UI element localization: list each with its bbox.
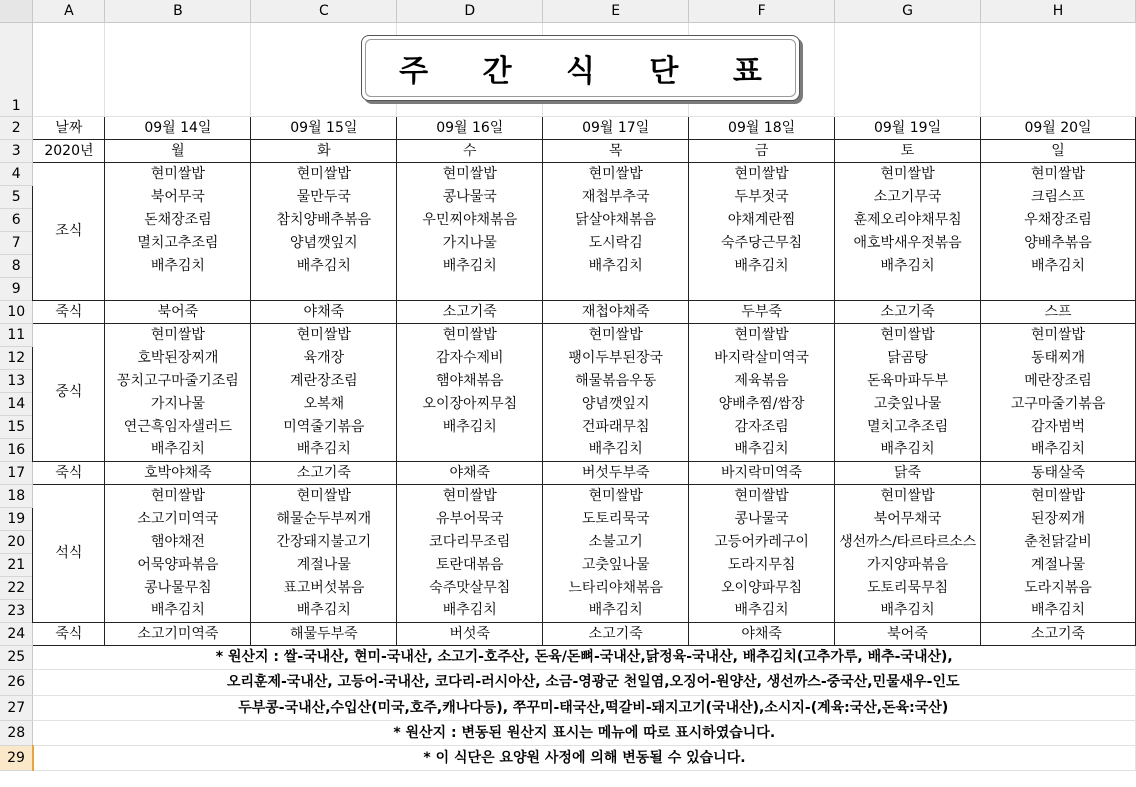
cell-d13[interactable]: 햄야채볶음	[397, 369, 543, 392]
cell-d15[interactable]: 배추김치	[397, 415, 543, 438]
cell-g4[interactable]: 현미쌀밥	[835, 162, 981, 185]
cell-e24[interactable]: 소고기죽	[543, 622, 689, 645]
cell-d14[interactable]: 오이장아찌무침	[397, 392, 543, 415]
cell-h4[interactable]: 현미쌀밥	[981, 162, 1136, 185]
row-header-11[interactable]: 11	[0, 323, 33, 346]
cell-c13[interactable]: 계란장조림	[251, 369, 397, 392]
cell-g11[interactable]: 현미쌀밥	[835, 323, 981, 346]
cell-e22[interactable]: 느타리야채볶음	[543, 576, 689, 599]
cell-d2[interactable]: 09월 16일	[397, 116, 543, 139]
title-box	[361, 35, 800, 101]
cell-h9[interactable]	[981, 277, 1136, 300]
cell-g9[interactable]	[835, 277, 981, 300]
note-25[interactable]: * 원산지 : 쌀-국내산, 현미-국내산, 소고기-호주산, 돈육/돈뼈-국내산,닭정육-국내산, 배추김치(고추가루, 배추-국내산),	[33, 645, 1136, 669]
cell-g23[interactable]: 배추김치	[835, 599, 981, 622]
cell-b6[interactable]: 돈채장조림	[105, 208, 251, 231]
cell-c22[interactable]: 표고버섯볶음	[251, 576, 397, 599]
cell-d16[interactable]	[397, 438, 543, 461]
cell-a11[interactable]: 중식	[33, 323, 105, 461]
cell-a3[interactable]: 2020년	[33, 139, 105, 162]
cell-g21[interactable]: 가지양파볶음	[835, 553, 981, 576]
cell-c9[interactable]	[251, 277, 397, 300]
cell-d4[interactable]: 현미쌀밥	[397, 162, 543, 185]
cell-d22[interactable]: 숙주맛살무침	[397, 576, 543, 599]
cell-f24[interactable]: 야채죽	[689, 622, 835, 645]
cell-h6[interactable]: 우채장조림	[981, 208, 1136, 231]
cell-h3[interactable]: 일	[981, 139, 1136, 162]
cell-d20[interactable]: 코다리무조림	[397, 530, 543, 553]
cell-b19[interactable]: 소고기미역국	[105, 507, 251, 530]
cell-f13[interactable]: 제육볶음	[689, 369, 835, 392]
cell-g18[interactable]: 현미쌀밥	[835, 484, 981, 507]
row-header-27[interactable]: 27	[0, 695, 33, 720]
cell-d23[interactable]: 배추김치	[397, 599, 543, 622]
cell-f4[interactable]: 현미쌀밥	[689, 162, 835, 185]
cell-b17[interactable]: 호박야채죽	[105, 461, 251, 484]
cell-b3[interactable]: 월	[105, 139, 251, 162]
cell-d8[interactable]: 배추김치	[397, 254, 543, 277]
row-header-26[interactable]: 26	[0, 669, 33, 695]
cell-g7[interactable]: 애호박새우젓볶음	[835, 231, 981, 254]
cell-h13[interactable]: 메란장조림	[981, 369, 1136, 392]
cell-e8[interactable]: 배추김치	[543, 254, 689, 277]
cell-b11[interactable]: 현미쌀밥	[105, 323, 251, 346]
cell-f14[interactable]: 양배추찜/쌈장	[689, 392, 835, 415]
cell-c4[interactable]: 현미쌀밥	[251, 162, 397, 185]
cell-d10[interactable]: 소고기죽	[397, 300, 543, 323]
row-header-21[interactable]: 21	[0, 553, 33, 576]
cell-h11[interactable]: 현미쌀밥	[981, 323, 1136, 346]
cell-e18[interactable]: 현미쌀밥	[543, 484, 689, 507]
cell-c15[interactable]: 미역줄기볶음	[251, 415, 397, 438]
note-27[interactable]: 두부콩-국내산,수입산(미국,호주,캐나다등), 쭈꾸미-태국산,떡갈비-돼지고기(국내산),소시지-(계육:국산,돈육:국산)	[33, 695, 1136, 720]
cell-a1[interactable]	[33, 22, 105, 116]
row-header-25[interactable]: 25	[0, 645, 33, 669]
cell-h12[interactable]: 동태찌개	[981, 346, 1136, 369]
cell-e16[interactable]: 배추김치	[543, 438, 689, 461]
row-header-4[interactable]: 4	[0, 162, 33, 185]
cell-d18[interactable]: 현미쌀밥	[397, 484, 543, 507]
cell-e19[interactable]: 도토리묵국	[543, 507, 689, 530]
cell-g17[interactable]: 닭죽	[835, 461, 981, 484]
row-header-20[interactable]: 20	[0, 530, 33, 553]
cell-c11[interactable]: 현미쌀밥	[251, 323, 397, 346]
cell-f22[interactable]: 오이양파무침	[689, 576, 835, 599]
cell-h18[interactable]: 현미쌀밥	[981, 484, 1136, 507]
cell-c6[interactable]: 참치양배추볶음	[251, 208, 397, 231]
row-header-9[interactable]: 9	[0, 277, 33, 300]
cell-c7[interactable]: 양념깻잎지	[251, 231, 397, 254]
row-header-7[interactable]: 7	[0, 231, 33, 254]
cell-c5[interactable]: 물만두국	[251, 185, 397, 208]
cell-h24[interactable]: 소고기죽	[981, 622, 1136, 645]
cell-g13[interactable]: 돈육마파두부	[835, 369, 981, 392]
column-header-h[interactable]: H	[981, 0, 1136, 22]
row-header-5[interactable]: 5	[0, 185, 33, 208]
cell-f15[interactable]: 감자조림	[689, 415, 835, 438]
cell-f20[interactable]: 고등어카레구이	[689, 530, 835, 553]
note-28[interactable]: * 원산지 : 변동된 원산지 표시는 메뉴에 따로 표시하였습니다.	[33, 720, 1136, 745]
title-box-inner	[365, 39, 796, 97]
cell-f11[interactable]: 현미쌀밥	[689, 323, 835, 346]
cell-e23[interactable]: 배추김치	[543, 599, 689, 622]
row-header-3[interactable]: 3	[0, 139, 33, 162]
cell-d9[interactable]	[397, 277, 543, 300]
cell-b12[interactable]: 호박된장찌개	[105, 346, 251, 369]
cell-f17[interactable]: 바지락미역죽	[689, 461, 835, 484]
cell-d24[interactable]: 버섯죽	[397, 622, 543, 645]
cell-g19[interactable]: 북어무채국	[835, 507, 981, 530]
row-header-15[interactable]: 15	[0, 415, 33, 438]
cell-e4[interactable]: 현미쌀밥	[543, 162, 689, 185]
cell-b4[interactable]: 현미쌀밥	[105, 162, 251, 185]
cell-b9[interactable]	[105, 277, 251, 300]
cell-b10[interactable]: 북어죽	[105, 300, 251, 323]
cell-h1[interactable]	[981, 22, 1136, 116]
cell-e7[interactable]: 도시락김	[543, 231, 689, 254]
row-header-22[interactable]: 22	[0, 576, 33, 599]
cell-h7[interactable]: 양배추볶음	[981, 231, 1136, 254]
cell-g6[interactable]: 훈제오리야채무침	[835, 208, 981, 231]
cell-e2[interactable]: 09월 17일	[543, 116, 689, 139]
cell-b15[interactable]: 연근흑임자샐러드	[105, 415, 251, 438]
cell-e9[interactable]	[543, 277, 689, 300]
row-header-2[interactable]: 2	[0, 116, 33, 139]
cell-d21[interactable]: 토란대볶음	[397, 553, 543, 576]
cell-h8[interactable]: 배추김치	[981, 254, 1136, 277]
cell-c23[interactable]: 배추김치	[251, 599, 397, 622]
cell-a4[interactable]: 조식	[33, 162, 105, 300]
row-header-19[interactable]: 19	[0, 507, 33, 530]
cell-d11[interactable]: 현미쌀밥	[397, 323, 543, 346]
cell-f7[interactable]: 숙주당근무침	[689, 231, 835, 254]
cell-g2[interactable]: 09월 19일	[835, 116, 981, 139]
row-header-28[interactable]: 28	[0, 720, 33, 745]
cell-f19[interactable]: 콩나물국	[689, 507, 835, 530]
note-29[interactable]: * 이 식단은 요양원 사정에 의해 변동될 수 있습니다.	[33, 745, 1136, 770]
cell-f6[interactable]: 야채계란찜	[689, 208, 835, 231]
cell-h17[interactable]: 동태살죽	[981, 461, 1136, 484]
row-header-13[interactable]: 13	[0, 369, 33, 392]
cell-b5[interactable]: 북어무국	[105, 185, 251, 208]
cell-g12[interactable]: 닭곰탕	[835, 346, 981, 369]
row-header-14[interactable]: 14	[0, 392, 33, 415]
cell-f18[interactable]: 현미쌀밥	[689, 484, 835, 507]
cell-e10[interactable]: 재첩야채죽	[543, 300, 689, 323]
cell-d3[interactable]: 수	[397, 139, 543, 162]
cell-e12[interactable]: 팽이두부된장국	[543, 346, 689, 369]
cell-g24[interactable]: 북어죽	[835, 622, 981, 645]
cell-g15[interactable]: 멸치고추조림	[835, 415, 981, 438]
cell-d19[interactable]: 유부어묵국	[397, 507, 543, 530]
cell-f8[interactable]: 배추김치	[689, 254, 835, 277]
cell-e5[interactable]: 재첩부추국	[543, 185, 689, 208]
cell-c3[interactable]: 화	[251, 139, 397, 162]
cell-h20[interactable]: 춘천닭갈비	[981, 530, 1136, 553]
cell-g8[interactable]: 배추김치	[835, 254, 981, 277]
cell-d5[interactable]: 콩나물국	[397, 185, 543, 208]
cell-c14[interactable]: 오복채	[251, 392, 397, 415]
cell-e21[interactable]: 고춧잎나물	[543, 553, 689, 576]
column-header-e[interactable]: E	[543, 0, 689, 22]
cell-b2[interactable]: 09월 14일	[105, 116, 251, 139]
cell-c17[interactable]: 소고기죽	[251, 461, 397, 484]
cell-h19[interactable]: 된장찌개	[981, 507, 1136, 530]
cell-b16[interactable]: 배추김치	[105, 438, 251, 461]
note-26[interactable]: 오리훈제-국내산, 고등어-국내산, 코다리-러시아산, 소금-영광군 천일염,오징어-원양산, 생선까스-중국산,민물새우-인도	[33, 669, 1136, 695]
cell-c16[interactable]: 배추김치	[251, 438, 397, 461]
cell-b18[interactable]: 현미쌀밥	[105, 484, 251, 507]
cell-c10[interactable]: 야채죽	[251, 300, 397, 323]
cell-e3[interactable]: 목	[543, 139, 689, 162]
cell-h21[interactable]: 계절나물	[981, 553, 1136, 576]
cell-f23[interactable]: 배추김치	[689, 599, 835, 622]
cell-e15[interactable]: 건파래무침	[543, 415, 689, 438]
cell-b8[interactable]: 배추김치	[105, 254, 251, 277]
cell-d12[interactable]: 감자수제비	[397, 346, 543, 369]
cell-b22[interactable]: 콩나물무침	[105, 576, 251, 599]
cell-e6[interactable]: 닭살야채볶음	[543, 208, 689, 231]
cell-h14[interactable]: 고구마줄기볶음	[981, 392, 1136, 415]
cell-f21[interactable]: 도라지무침	[689, 553, 835, 576]
cell-f2[interactable]: 09월 18일	[689, 116, 835, 139]
cell-b7[interactable]: 멸치고추조림	[105, 231, 251, 254]
select-all-corner[interactable]	[0, 0, 33, 22]
row-header-18[interactable]: 18	[0, 484, 33, 507]
column-header-a[interactable]: A	[33, 0, 105, 22]
cell-d6[interactable]: 우민찌야채볶음	[397, 208, 543, 231]
cell-a17[interactable]: 죽식	[33, 461, 105, 484]
column-header-d[interactable]: D	[397, 0, 543, 22]
cell-h10[interactable]: 스프	[981, 300, 1136, 323]
cell-f12[interactable]: 바지락살미역국	[689, 346, 835, 369]
column-header-c[interactable]: C	[251, 0, 397, 22]
row-header-24[interactable]: 24	[0, 622, 33, 645]
cell-c20[interactable]: 간장돼지불고기	[251, 530, 397, 553]
cell-f5[interactable]: 두부젓국	[689, 185, 835, 208]
cell-g14[interactable]: 고춧잎나물	[835, 392, 981, 415]
cell-a2[interactable]: 날짜	[33, 116, 105, 139]
cell-g10[interactable]: 소고기죽	[835, 300, 981, 323]
cell-b13[interactable]: 꽁치고구마줄기조림	[105, 369, 251, 392]
cell-e11[interactable]: 현미쌀밥	[543, 323, 689, 346]
row-header-6[interactable]: 6	[0, 208, 33, 231]
cell-f10[interactable]: 두부죽	[689, 300, 835, 323]
cell-b1[interactable]	[105, 22, 251, 116]
cell-a24[interactable]: 죽식	[33, 622, 105, 645]
cell-b24[interactable]: 소고기미역죽	[105, 622, 251, 645]
row-header-8[interactable]: 8	[0, 254, 33, 277]
cell-b21[interactable]: 어묵양파볶음	[105, 553, 251, 576]
cell-h2[interactable]: 09월 20일	[981, 116, 1136, 139]
row-header-10[interactable]: 10	[0, 300, 33, 323]
cell-c24[interactable]: 해물두부죽	[251, 622, 397, 645]
cell-d17[interactable]: 야채죽	[397, 461, 543, 484]
cell-c2[interactable]: 09월 15일	[251, 116, 397, 139]
cell-g1[interactable]	[835, 22, 981, 116]
cell-e13[interactable]: 해물볶음우동	[543, 369, 689, 392]
cell-f3[interactable]: 금	[689, 139, 835, 162]
cell-c21[interactable]: 계절나물	[251, 553, 397, 576]
cell-c8[interactable]: 배추김치	[251, 254, 397, 277]
cell-e17[interactable]: 버섯두부죽	[543, 461, 689, 484]
cell-c12[interactable]: 육개장	[251, 346, 397, 369]
cell-d7[interactable]: 가지나물	[397, 231, 543, 254]
cell-c18[interactable]: 현미쌀밥	[251, 484, 397, 507]
cell-h23[interactable]: 배추김치	[981, 599, 1136, 622]
row-header-16[interactable]: 16	[0, 438, 33, 461]
row-header-17[interactable]: 17	[0, 461, 33, 484]
cell-b20[interactable]: 햄야채전	[105, 530, 251, 553]
cell-a18[interactable]: 석식	[33, 484, 105, 622]
cell-h5[interactable]: 크림스프	[981, 185, 1136, 208]
page-title: 주 간 식 단 표	[399, 54, 784, 89]
cell-f16[interactable]: 배추김치	[689, 438, 835, 461]
column-header-f[interactable]: F	[689, 0, 835, 22]
cell-a10[interactable]: 죽식	[33, 300, 105, 323]
cell-g20[interactable]: 생선까스/타르타르소스	[835, 530, 981, 553]
cell-h15[interactable]: 감자범벅	[981, 415, 1136, 438]
column-header-g[interactable]: G	[835, 0, 981, 22]
cell-h16[interactable]: 배추김치	[981, 438, 1136, 461]
cell-g16[interactable]: 배추김치	[835, 438, 981, 461]
row-header-29[interactable]: 29	[0, 745, 33, 770]
cell-e20[interactable]: 소불고기	[543, 530, 689, 553]
cell-f9[interactable]	[689, 277, 835, 300]
row-header-1[interactable]: 1	[0, 22, 33, 116]
cell-h22[interactable]: 도라지볶음	[981, 576, 1136, 599]
cell-e14[interactable]: 양념깻잎지	[543, 392, 689, 415]
cell-g5[interactable]: 소고기무국	[835, 185, 981, 208]
cell-c19[interactable]: 해물순두부찌개	[251, 507, 397, 530]
cell-b23[interactable]: 배추김치	[105, 599, 251, 622]
row-header-23[interactable]: 23	[0, 599, 33, 622]
column-header-b[interactable]: B	[105, 0, 251, 22]
cell-g22[interactable]: 도토리묵무침	[835, 576, 981, 599]
cell-b14[interactable]: 가지나물	[105, 392, 251, 415]
cell-g3[interactable]: 토	[835, 139, 981, 162]
row-header-12[interactable]: 12	[0, 346, 33, 369]
